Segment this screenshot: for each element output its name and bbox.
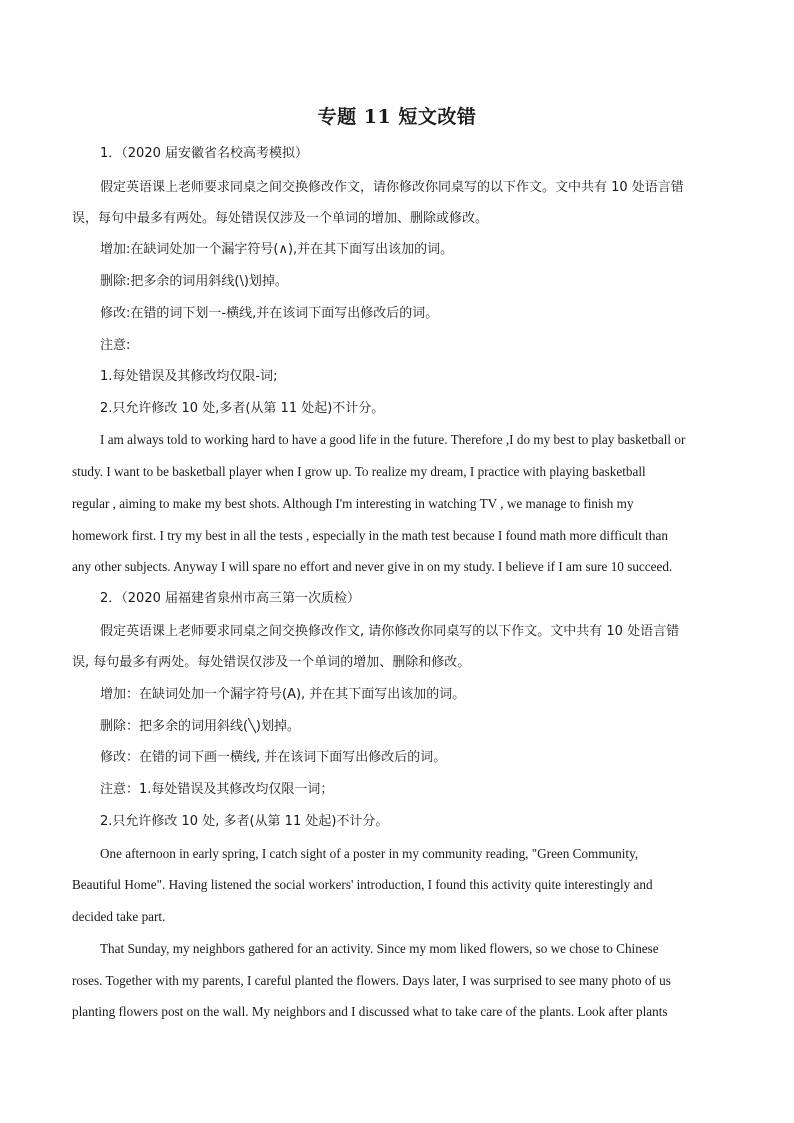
q2-passage-line: decided take part. bbox=[72, 909, 166, 924]
q1-note-2: 2.只允许修改 10 处,多者(从第 11 处起)不计分。 bbox=[100, 401, 385, 416]
q1-passage-line: I am always told to working hard to have a good life in the future. Therefore ,I do my best to play basketball or bbox=[100, 432, 686, 447]
q2-passage-line: One afternoon in early spring, I catch sight of a poster in my community reading, "Green Community, bbox=[100, 846, 639, 861]
q2-intro-line-1: 假定英语课上老师要求同桌之间交换修改作文, 请你修改你同桌写的以下作文。文中共有 10 处语言错 bbox=[100, 624, 680, 639]
q1-passage-line: study. I want to be basketball player when I grow up. To realize my dream, I practice with playing basketball bbox=[72, 464, 646, 479]
q2-note-1: 注意：1.每处错误及其修改均仅限一词； bbox=[100, 782, 334, 797]
q2-passage-line: planting flowers post on the wall. My neighbors and I discussed what to take care of the plants. Look after plants bbox=[72, 1004, 668, 1019]
q1-passage-line: homework first. I try my best in all the tests , especially in the math test because I found math more difficult than bbox=[72, 528, 668, 543]
q1-header: 1．（2020 届安徽省名校高考模拟） bbox=[100, 146, 308, 161]
q1-passage-line: any other subjects. Anyway I will spare no effort and never give in on my study. I believe if I am sure 10 succeed. bbox=[72, 559, 673, 574]
q1-modify-rule: 修改:在错的词下划一-横线,并在该词下面写出修改后的词。 bbox=[100, 306, 439, 321]
q2-delete-rule: 删除：把多余的词用斜线(╲)划掉。 bbox=[100, 719, 300, 734]
page-title: 专题 11 短文改错 bbox=[317, 106, 477, 128]
q2-add-rule: 增加：在缺词处加一个漏字符号(A), 并在其下面写出该加的词。 bbox=[100, 687, 466, 702]
q2-modify-rule: 修改：在错的词下画一横线, 并在该词下面写出修改后的词。 bbox=[100, 750, 447, 765]
q1-intro-line-2: 误，每句中最多有两处。每处错误仅涉及一个单词的增加、删除或修改。 bbox=[72, 211, 489, 226]
q1-delete-rule: 删除:把多余的词用斜线(\)划掉。 bbox=[100, 274, 288, 289]
q2-intro-line-2: 误, 每句最多有两处。每处错误仅涉及一个单词的增加、删除和修改。 bbox=[72, 655, 471, 670]
q2-note-2: 2.只允许修改 10 处, 多者(从第 11 处起)不计分。 bbox=[100, 814, 389, 829]
q1-intro-line-1: 假定英语课上老师要求同桌之间交换修改作文，请你修改你同桌写的以下作文。文中共有 10 处语言错 bbox=[100, 180, 684, 195]
q1-add-rule: 增加:在缺词处加一个漏字符号(∧),并在其下面写出该加的词。 bbox=[100, 242, 454, 257]
q1-passage-line: regular , aiming to make my best shots. Although I'm interesting in watching TV , we manage to finish my bbox=[72, 496, 634, 511]
q2-passage-line: That Sunday, my neighbors gathered for an activity. Since my mom liked flowers, so we chose to Chinese bbox=[100, 941, 659, 956]
q2-passage-line: Beautiful Home". Having listened the social workers' introduction, I found this activity quite interestingly and bbox=[72, 877, 653, 892]
q1-note-1: 1.每处错误及其修改均仅限-词; bbox=[100, 369, 278, 384]
q2-passage-line: roses. Together with my parents, I careful planted the flowers. Days later, I was surprised to see many photo of us bbox=[72, 973, 671, 988]
q2-header: 2．（2020 届福建省泉州市高三第一次质检） bbox=[100, 591, 360, 606]
q1-note-label: 注意: bbox=[100, 338, 131, 353]
